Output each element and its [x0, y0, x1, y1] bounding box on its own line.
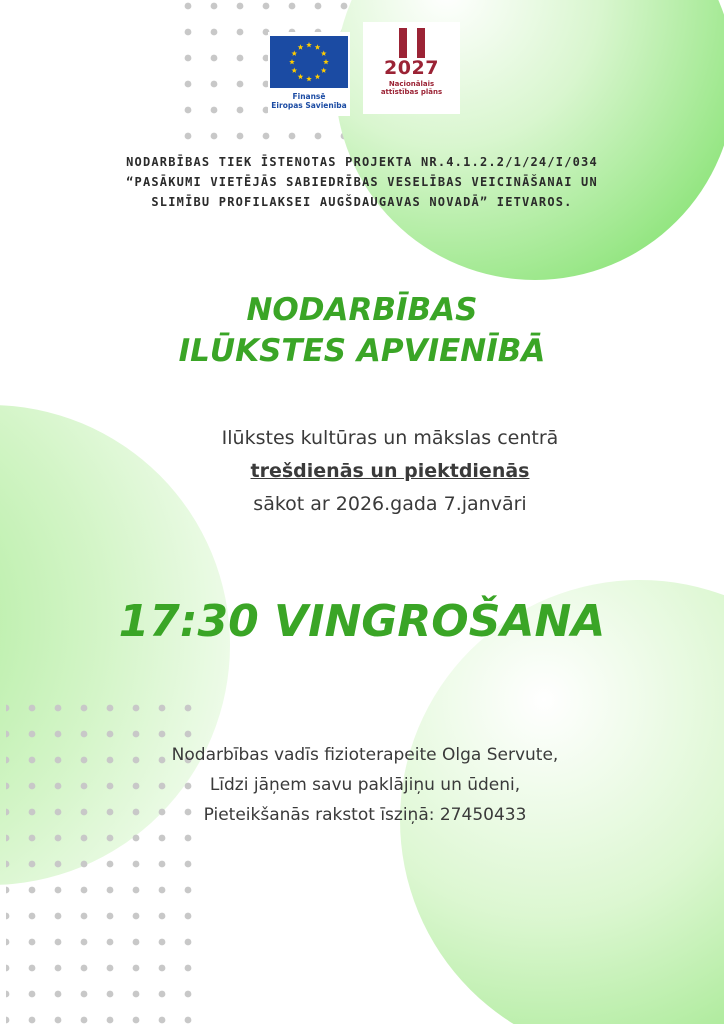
eu-caption-line: Eiropas Savienība: [271, 101, 347, 110]
project-line: NODARBĪBAS TIEK ĪSTENOTAS PROJEKTA NR.4.1.2.2/1/24/I/034: [126, 155, 598, 169]
info-line: Pieteikšanās rakstot īsziņā: 27450433: [203, 805, 527, 825]
nap-caption-line: attīstības plāns: [380, 88, 443, 96]
nap-bars-icon: [395, 28, 429, 58]
title-line: ILŪKSTES APVIENĪBĀ: [178, 333, 546, 369]
nap-caption-line: Nacionālais: [388, 80, 435, 88]
nap-caption: [363, 80, 460, 96]
nap-year: 2027: [384, 57, 439, 79]
eu-caption-line: Finansē: [292, 92, 326, 101]
project-line: SLIMĪBU PROFILAKSEI AUGŠDAUGAVAS NOVADĀ” IETVAROS.: [151, 195, 573, 209]
title-line: NODARBĪBAS: [246, 292, 478, 328]
venue-start-date: sākot ar 2026.gada 7.janvāri: [253, 493, 527, 515]
info-block: [100, 740, 630, 830]
info-line: Nodarbības vadīs fizioterapeite Olga Servute,: [171, 745, 559, 765]
project-statement: [40, 152, 684, 212]
eu-flag-icon: [270, 36, 348, 88]
info-line: Līdzi jāņem savu paklājiņu un ūdeni,: [209, 775, 521, 795]
eu-caption: [268, 92, 350, 110]
venue-block: [140, 422, 640, 521]
activity-time: 17:30 VINGROŠANA: [118, 596, 606, 647]
venue-days: trešdienās un piektdienās: [250, 460, 530, 482]
venue-place: Ilūkstes kultūras un mākslas centrā: [221, 427, 559, 449]
eu-funding-logo: [268, 32, 350, 116]
page-title: [40, 290, 684, 372]
nap-2027-logo: [363, 22, 460, 114]
project-line: “PASĀKUMI VIETĒJĀS SABIEDRĪBAS VESELĪBAS VEICINĀŠANAI UN: [126, 175, 598, 189]
